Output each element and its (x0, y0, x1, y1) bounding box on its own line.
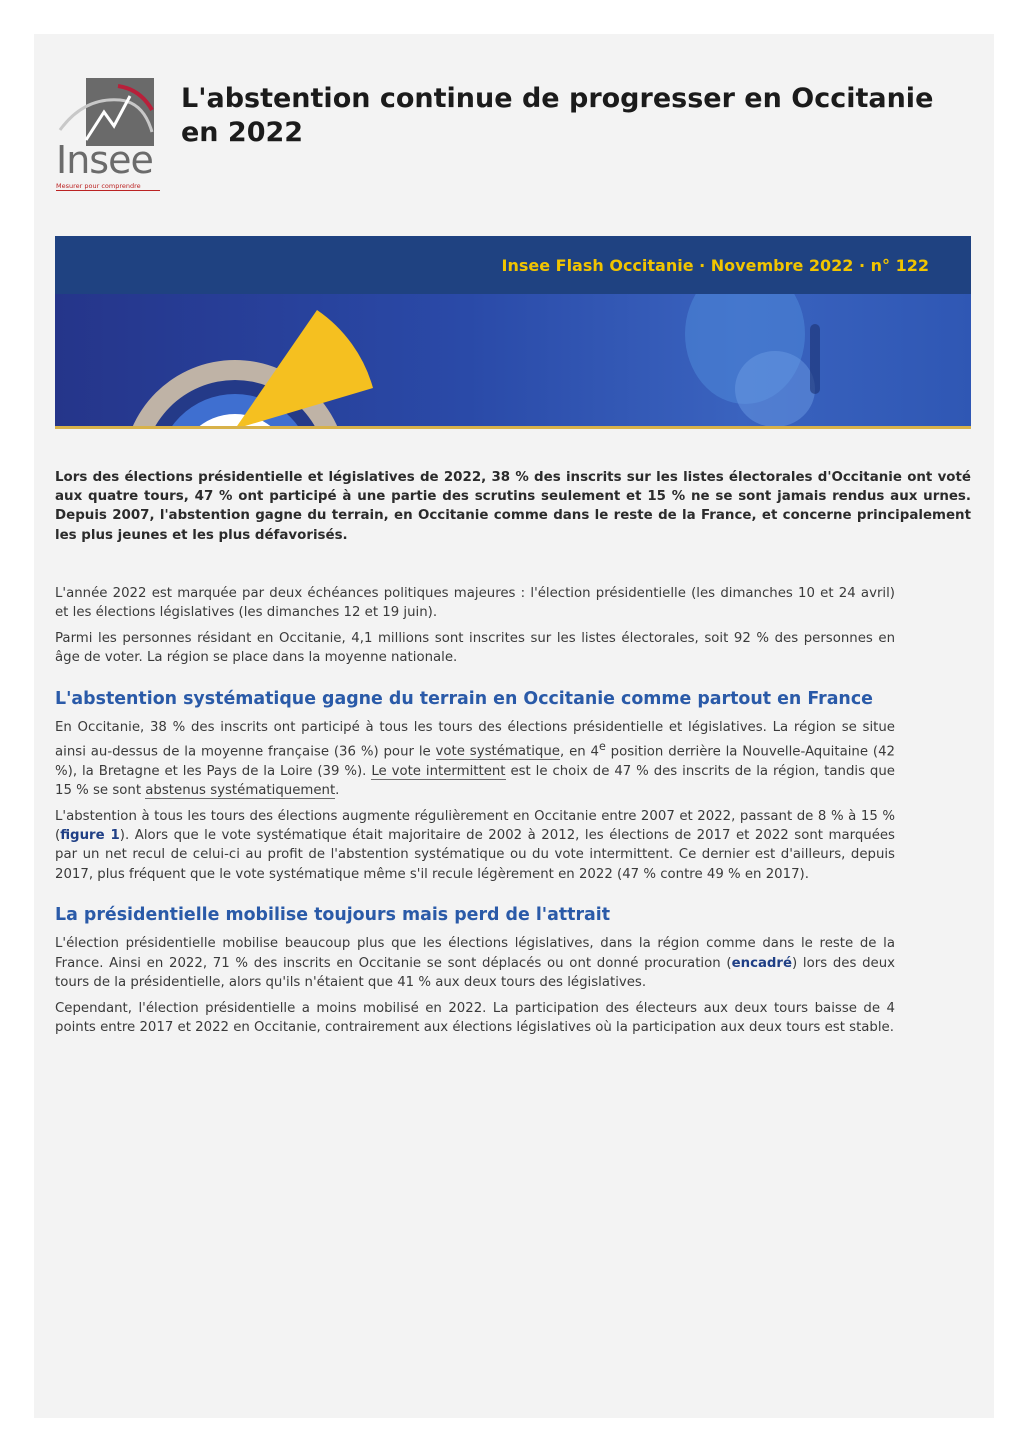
text-run: , en 4 (559, 744, 599, 760)
logo-tagline: Mesurer pour comprendre (56, 182, 160, 191)
text-run: . (335, 783, 340, 799)
vote-systematique-link[interactable]: vote systématique (435, 744, 560, 760)
encadre-link[interactable]: encadré (731, 955, 793, 971)
insee-logo[interactable] (56, 78, 160, 198)
abstention-systematique-link[interactable]: abstenus systématiquement (145, 783, 336, 799)
text-run: ). Alors que le vote systématique était majoritaire de 2002 à 2012, les élections de 2017 et 2022 sont marquées par un net recul de celui-ci au profit de l'abstention systématique ou du vote intermittent. Ce dernier est d'ailleurs, depuis 2017, plus fréquent que le vote systématique même s'il recule légèrement en 2022 (47 % contre 49 % en 2017). (55, 828, 895, 882)
intro-paragraph-2: Parmi les personnes résidant en Occitanie, 4,1 millions sont inscrites sur les listes électorales, soit 92 % des personnes en âge de voter. La région se place dans la moyenne nationale. (55, 630, 895, 666)
figure-1-link[interactable]: figure 1 (60, 828, 120, 844)
banner-illustration (55, 294, 971, 429)
series-label: Insee Flash Occitanie · Novembre 2022 · n° 122 (501, 256, 929, 275)
section-1-paragraph-2 (55, 807, 895, 885)
hand-shape-icon-2 (735, 351, 815, 427)
banner-underline (55, 426, 971, 429)
text-run: position derrière la Nouvelle-Aquitaine (42 %), la Bretagne et les Pays de la Loire (39 %). (55, 744, 895, 779)
section-1-heading: L'abstention systématique gagne du terrain en Occitanie comme partout en France (55, 688, 873, 709)
banner-band (55, 236, 971, 294)
section-2-paragraph-1 (55, 934, 895, 992)
logo-wordmark: Insee (56, 138, 153, 182)
section-2-heading: La présidentielle mobilise toujours mais perd de l'attrait (55, 905, 611, 926)
summary-paragraph: Lors des élections présidentielle et législatives de 2022, 38 % des inscrits sur les listes électorales d'Occitanie ont voté aux quatre tours, 47 % ont participé à une partie des scrutins seulement et 15 % ne se sont jamais rendus aux urnes. Depuis 2007, l'abstention gagne du terrain, en Occitanie comme dans le reste de la France, et concerne principalement les plus jeunes et les plus défavorisés. (55, 470, 971, 543)
text-run: L'abstention à tous les tours des élections augmente régulièrement en Occitanie entre 2007 et 2022, passant de 8 % à 15 % ( (55, 808, 895, 844)
object-shape-icon (810, 324, 820, 394)
intro-paragraph-1: L'année 2022 est marquée par deux échéances politiques majeures : l'élection présidentielle (les dimanches 10 et 24 avril) et les élections législatives (les dimanches 12 et 19 juin). (55, 586, 895, 621)
text-run: est le choix de 47 % des inscrits de la région, tandis que 15 % se sont (55, 763, 895, 799)
text-run: ) lors des deux tours de la présidentielle, alors qu'ils n'étaient que 41 % aux deux tours des législatives. (55, 955, 896, 991)
banner-art (55, 294, 971, 429)
page-title: L'abstention continue de progresser en Occitanie en 2022 (181, 83, 934, 148)
section-2-paragraph-2: Cependant, l'élection présidentielle a moins mobilisé en 2022. La participation des électeurs aux deux tours baisse de 4 points entre 2017 et 2022 en Occitanie, contrairement aux élections législatives où la participation aux deux tours est stable. (55, 1000, 895, 1035)
text-run: En Occitanie, 38 % des inscrits ont participé à tous les tours des élections présidentielle et législatives. La région se situe ainsi au-dessus de la moyenne française (36 %) pour le (55, 719, 895, 760)
vote-intermittent-link[interactable]: Le vote intermittent (371, 763, 506, 779)
page (34, 34, 994, 1418)
text-run: L'élection présidentielle mobilise beaucoup plus que les élections législatives, dans la région comme dans le reste de la France. Ainsi en 2022, 71 % des inscrits en Occitanie se sont déplacés ou ont donné procuration ( (55, 936, 895, 971)
publication-banner (55, 236, 971, 429)
article-body (55, 584, 895, 1043)
section-1-paragraph-1 (55, 718, 895, 801)
ordinal-suffix: e (599, 740, 606, 754)
